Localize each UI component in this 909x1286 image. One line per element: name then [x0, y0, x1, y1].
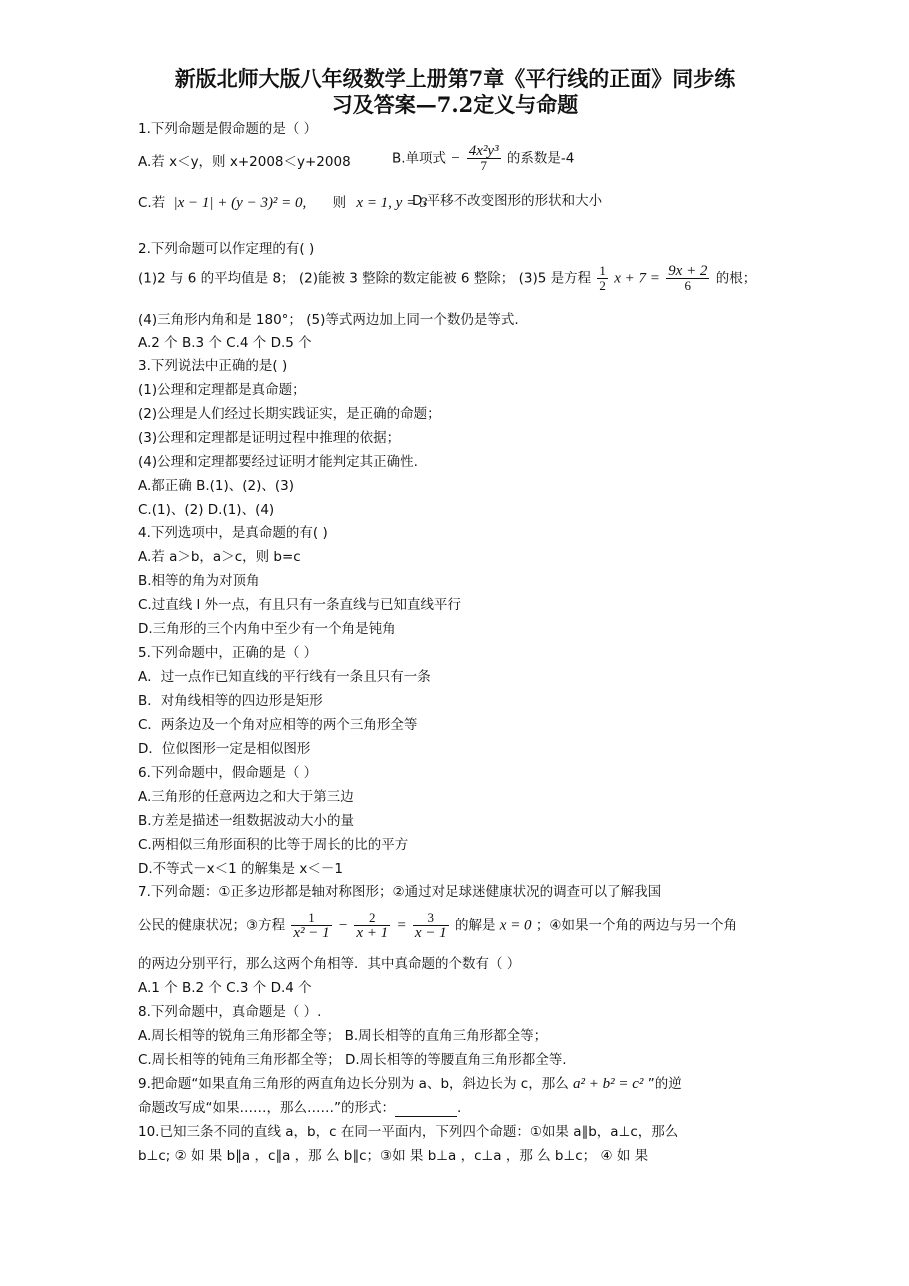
- q5-option-c: C．两条边及一个角对应相等的两个三角形全等: [138, 717, 418, 733]
- q6-option-b: B.方差是描述一组数据波动大小的量: [138, 813, 355, 829]
- title-line-2: 习及答案—7.2定义与命题: [331, 92, 579, 117]
- q3-statement-4: (4)公理和定理都要经过证明才能判定其正确性.: [138, 454, 418, 470]
- q4-stem: 4.下列选项中，是真命题的有( ): [138, 525, 328, 541]
- q2-line-1: [138, 264, 756, 293]
- q4-option-c: C.过直线 l 外一点，有且只有一条直线与已知直线平行: [138, 597, 462, 613]
- q3-options-ab: A.都正确 B.(1)、(2)、(3): [138, 478, 295, 494]
- title-line-1: 新版北师大版八年级数学上册第7章《平行线的正面》同步练: [174, 66, 736, 91]
- fraction-numerator: 1: [599, 263, 606, 278]
- q7-fraction-1: [291, 911, 331, 940]
- q10-line-1: 10.已知三条不同的直线 a，b，c 在同一平面内，下列四个命题：①如果 a∥b，a⊥c，那么: [138, 1124, 679, 1140]
- fraction-numerator: 3: [413, 911, 449, 926]
- q1-option-a: A.若 x＜y，则 x+2008＜y+2008: [138, 154, 351, 170]
- q5-option-b: B．对角线相等的四边形是矩形: [138, 693, 323, 709]
- fraction-denominator: x − 1: [414, 925, 447, 941]
- q7-fraction-2: [354, 911, 390, 940]
- q2-line-1-suffix: 的根；: [715, 270, 757, 287]
- page-title: [100, 66, 810, 118]
- q2-options: A.2 个 B.3 个 C.4 个 D.5 个: [138, 335, 312, 351]
- q5-stem: 5.下列命题中，正确的是（ ）: [138, 645, 318, 661]
- q8-options-ab: A.周长相等的锐角三角形都全等； B.周长相等的直角三角形都全等；: [138, 1028, 548, 1044]
- q7-line-2-mid: 的解是: [454, 917, 496, 934]
- q3-statement-2: (2)公理是人们经过长期实践证实，是正确的命题；: [138, 406, 441, 422]
- q9-line-2: 命题改写成“如果……，那么……”的形式： .: [138, 1100, 462, 1116]
- q7-line-2-suffix: ；④如果一个角的两边与另一个角: [535, 917, 737, 934]
- q8-options-cd: C.周长相等的钝角三角形都全等； D.周长相等的等腰直角三角形都全等.: [138, 1052, 567, 1068]
- q8-stem: 8.下列命题中，真命题是（ ）.: [138, 1004, 322, 1020]
- fraction-numerator: 2: [354, 911, 390, 926]
- q7-line-2: 公民的健康状况；③方程 $\frac{1}{\text{x² − 1}}$ − $\frac{2}{x + 1}$ = $\frac{3}{x - 1}$ 的解是 x = 0 ；④如果一个角的两边与另一个角: [138, 910, 737, 941]
- fraction-numerator: 9x + 2: [668, 263, 708, 279]
- q1-option-c-then: 则: [332, 195, 347, 211]
- q3-options-cd: C.(1)、(2) D.(1)、(4): [138, 502, 275, 518]
- q7-fraction-3: [413, 911, 449, 940]
- q10-line-2: b⊥c; ② 如 果 b∥a ，c∥a ，那 么 b∥c；③如 果 b⊥a ，c⊥a ，那 么 b⊥c； ④ 如 果: [138, 1148, 649, 1164]
- q5-option-d: D．位似图形一定是相似图形: [138, 741, 311, 757]
- q1-option-b-suffix: 的系数是-4: [506, 150, 575, 167]
- fraction-denominator: 6: [684, 278, 692, 293]
- q1-stem: 1.下列命题是假命题的是（ ）: [138, 121, 318, 137]
- fraction-denominator: 2: [599, 278, 606, 293]
- q1-option-c-expression: |x − 1| + (y − 3)² = 0,: [173, 195, 307, 211]
- q1-option-c-prefix: C.若: [138, 195, 166, 211]
- q9-equation: a² + b² = c²: [573, 1076, 644, 1092]
- q7-solution: x = 0: [499, 917, 532, 934]
- q7-line-1: 7.下列命题：①正多边形都是轴对称图形；②通过对足球迷健康状况的调查可以了解我国: [138, 884, 662, 900]
- q7-options: A.1 个 B.2 个 C.3 个 D.4 个: [138, 980, 312, 996]
- q7-line-3: 的两边分别平行，那么这两个角相等．其中真命题的个数有（ ）: [138, 956, 521, 972]
- q4-option-a: A.若 a＞b，a＞c，则 b=c: [138, 549, 301, 565]
- q9-line-2-text: 命题改写成“如果……，那么……”的形式：: [138, 1100, 395, 1116]
- q6-option-d: D.不等式－x＜1 的解集是 x＜－1: [138, 861, 343, 877]
- q2-stem: 2.下列命题可以作定理的有( ): [138, 241, 315, 257]
- q5-option-a: A．过一点作已知直线的平行线有一条且只有一条: [138, 669, 431, 685]
- q2-equation-mid: x + 7 =: [614, 270, 660, 287]
- q4-option-b: B.相等的角为对顶角: [138, 573, 260, 589]
- q9-line-1: [138, 1075, 682, 1093]
- fraction-numerator: 4x²y³: [468, 143, 499, 159]
- fraction-denominator: 7: [480, 158, 487, 173]
- q3-statement-3: (3)公理和定理都是证明过程中推理的依据；: [138, 430, 401, 446]
- q2-line-1-prefix: (1)2 与 6 的平均值是 8； (2)能被 3 整除的数定能被 6 整除； (3)5 是方程: [138, 270, 592, 287]
- q2-fraction-rhs: [666, 264, 709, 293]
- q1-option-d: D.平移不改变图形的形状和大小: [412, 193, 603, 209]
- q9-line-1-prefix: 9.把命题“如果直角三角形的两直角边长分别为 a、b，斜边长为 c，那么: [138, 1076, 569, 1092]
- q7-line-2-prefix: 公民的健康状况；③方程: [138, 917, 286, 934]
- q1-option-c-result: x = 1, y = 3: [356, 195, 428, 211]
- fraction-numerator: 1: [291, 911, 331, 926]
- q3-statement-1: (1)公理和定理都是真命题；: [138, 382, 306, 398]
- q1-option-b-prefix: B.单项式: [392, 150, 447, 167]
- q4-option-d: D.三角形的三个内角中至少有一个角是钝角: [138, 621, 396, 637]
- q2-fraction-half: [597, 264, 608, 293]
- q6-stem: 6.下列命题中，假命题是（ ）: [138, 765, 318, 781]
- q9-line-1-suffix: ”的逆: [647, 1076, 682, 1092]
- q1-option-b-fraction: [467, 144, 501, 173]
- q6-option-a: A.三角形的任意两边之和大于第三边: [138, 789, 354, 805]
- fraction-denominator: x + 1: [356, 925, 389, 941]
- q6-option-c: C.两相似三角形面积的比等于周长的比的平方: [138, 837, 409, 853]
- q1-option-c: [138, 194, 427, 212]
- answer-blank[interactable]: [395, 1102, 457, 1117]
- q2-line-2: (4)三角形内角和是 180°； (5)等式两边加上同一个数仍是等式.: [138, 312, 519, 328]
- q1-option-b: B.单项式 − $\frac{\text{4x²y³}}{7}$ 的系数是-4: [392, 143, 575, 173]
- fraction-denominator: x² − 1: [293, 925, 330, 941]
- q3-stem: 3.下列说法中正确的是( ): [138, 358, 288, 374]
